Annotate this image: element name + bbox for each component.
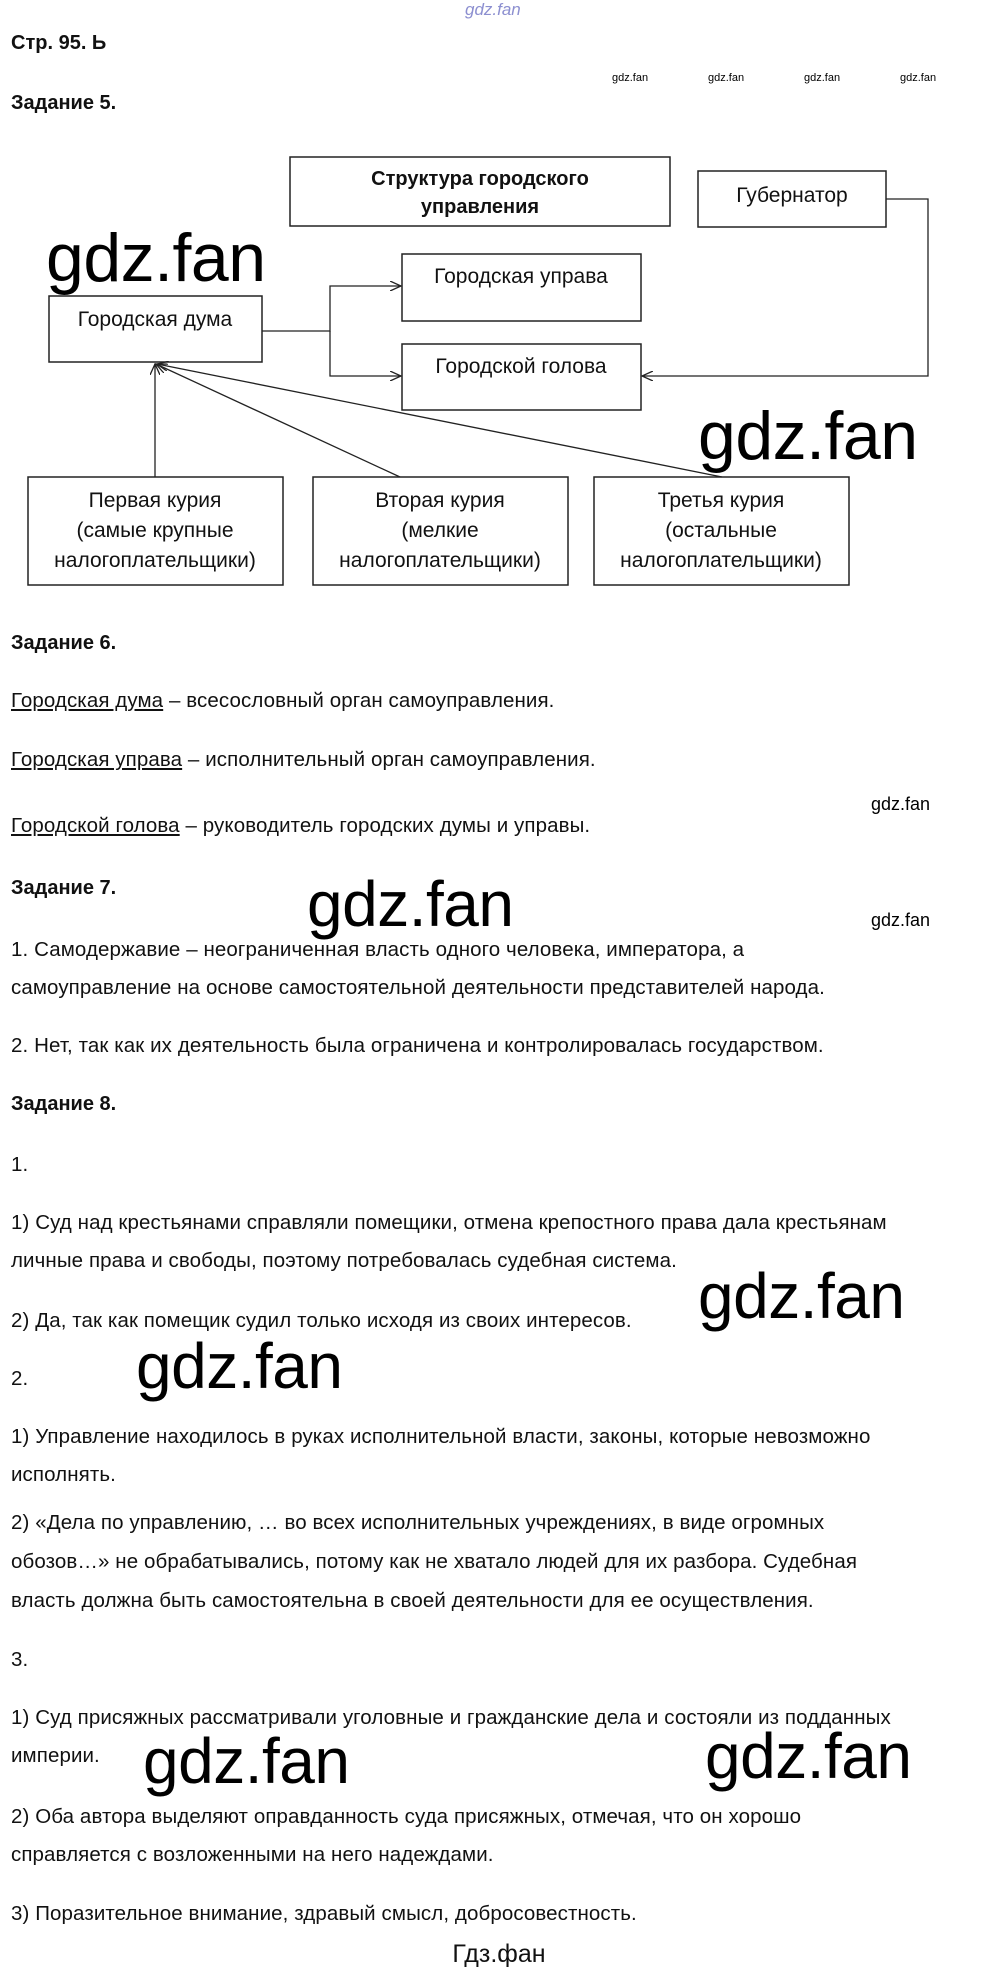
task8-u1-line1: 1) Суд присяжных рассматривали уголовные и гражданские дела и состояли из подданных (11, 1706, 891, 1729)
watermark-small-3: gdz.fan (804, 72, 841, 84)
watermark-big-5: gdz.fan (136, 1330, 343, 1402)
curia1-line2: (самые крупные (76, 519, 234, 542)
curia2-line2: (мелкие (401, 519, 479, 542)
task8-u2-line2: справляется с возложенными на него надеждами. (11, 1843, 494, 1866)
footer-watermark: Гдз.фан (452, 1940, 546, 1968)
curia2-to-duma-arrow (156, 364, 400, 477)
top-watermark: gdz.fan (465, 0, 521, 19)
task6-item-2 (11, 740, 596, 779)
task8-t2-line2: обозов…» не обрабатывались, потому как не хватало людей для их разбора. Судебная (11, 1550, 858, 1573)
duma-to-golova-arrow (330, 331, 401, 376)
def-golova: – руководитель городских думы и управы. (179, 814, 591, 837)
task8-t2-line1: 2) «Дела по управлению, … во всех исполнительных учреждениях, в виде огромных (11, 1511, 825, 1534)
task5-heading: Задание 5. (11, 92, 117, 114)
watermark-small-5: gdz.fan (871, 794, 931, 814)
watermark-big-6: gdz.fan (143, 1725, 350, 1797)
task8-u1-line2: империи. (11, 1744, 100, 1767)
watermark-small-2: gdz.fan (708, 72, 745, 84)
task6-item-3 (11, 806, 590, 845)
task8-heading: Задание 8. (11, 1093, 117, 1115)
term-golova: Городской голова (11, 814, 180, 837)
golova-label: Городской голова (435, 355, 607, 378)
curia1-line3: налогоплательщики) (54, 549, 256, 572)
governor-to-golova-arrow (642, 199, 928, 376)
term-uprava: Городская управа (11, 748, 183, 771)
task8-u3: 3) Поразительное внимание, здравый смысл, добросовестность. (11, 1902, 637, 1925)
task8-num-2: 2. (11, 1367, 29, 1390)
curia3-to-duma-arrow (157, 364, 722, 477)
watermark-big-4: gdz.fan (698, 1260, 905, 1332)
watermark-small-6: gdz.fan (871, 910, 931, 930)
def-duma: – всесословный орган самоуправления. (163, 689, 555, 712)
curia2-line1: Вторая курия (375, 489, 505, 512)
task7-p2: 2. Нет, так как их деятельность была ограничена и контролировалась государством. (11, 1034, 824, 1057)
task8-u2-line1: 2) Оба автора выделяют оправданность суда присяжных, отмечая, что он хорошо (11, 1805, 802, 1828)
task7-p1-line2: самоуправление на основе самостоятельной деятельности представителей народа. (11, 976, 825, 999)
watermark-big-7: gdz.fan (705, 1720, 912, 1792)
task8-s1-line1: 1) Суд над крестьянами справляли помещики, отмена крепостного права дала крестьянам (11, 1211, 887, 1234)
task8-s1-line2: личные права и свободы, поэтому потребовалась судебная система. (11, 1249, 677, 1272)
curia1-line1: Первая курия (88, 489, 222, 512)
page-reference: Стр. 95. Ь (11, 32, 107, 54)
duma-label: Городская дума (77, 308, 233, 331)
task8-s2: 2) Да, так как помещик судил только исходя из своих интересов. (11, 1309, 632, 1332)
watermark-small-4: gdz.fan (900, 72, 937, 84)
task8-num-1: 1. (11, 1153, 29, 1176)
curia3-line3: налогоплательщики) (620, 549, 822, 572)
diagram-title-line2: управления (420, 196, 540, 218)
task7-p1-line1: 1. Самодержавие – неограниченная власть одного человека, императора, а (11, 938, 745, 961)
uprava-label: Городская управа (434, 265, 608, 288)
curia3-line2: (остальные (665, 519, 777, 542)
watermark-big-3: gdz.fan (307, 868, 514, 940)
task8-t1-line1: 1) Управление находилось в руках исполнительной власти, законы, которые невозможно (11, 1425, 871, 1448)
watermark-small-1: gdz.fan (612, 72, 649, 84)
duma-to-uprava-arrow (262, 286, 401, 331)
def-uprava: – исполнительный орган самоуправления. (182, 748, 596, 771)
curia2-line3: налогоплательщики) (339, 549, 541, 572)
watermark-big-2: gdz.fan (698, 398, 918, 474)
task6-heading: Задание 6. (11, 632, 117, 654)
watermark-big-1: gdz.fan (46, 220, 266, 296)
task7-heading: Задание 7. (11, 877, 117, 899)
task8-t1-line2: исполнять. (11, 1463, 116, 1486)
diagram-title-line1: Структура городского (371, 168, 589, 190)
curia3-line1: Третья курия (657, 489, 785, 512)
task8-t2-line3: власть должна быть самостоятельна в своей деятельности для ее осуществления. (11, 1589, 814, 1612)
governor-label: Губернатор (736, 184, 848, 207)
term-duma: Городская дума (11, 689, 164, 712)
task8-num-3: 3. (11, 1648, 29, 1671)
task6-item-1 (11, 681, 554, 720)
